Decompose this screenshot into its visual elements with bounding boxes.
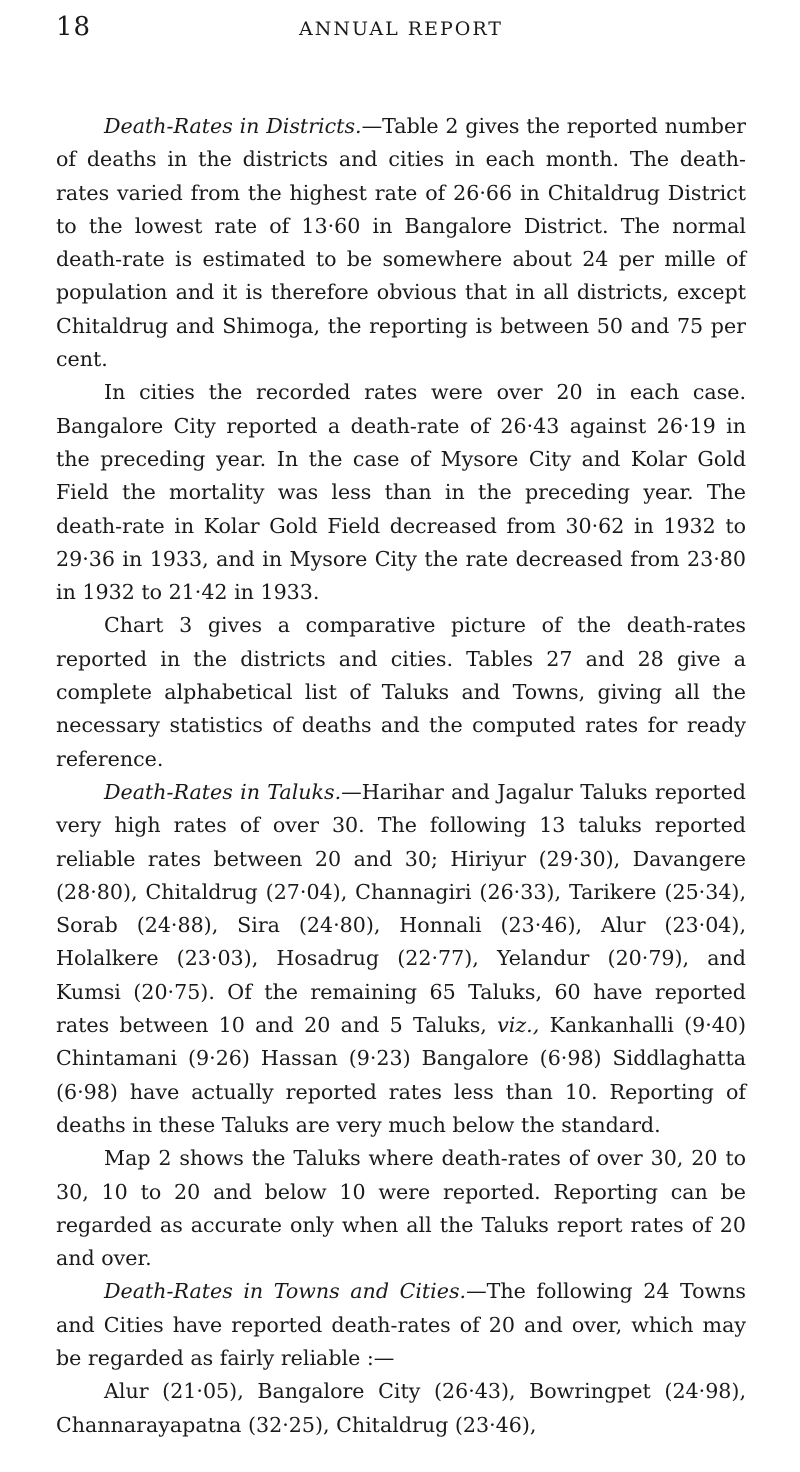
paragraph-town-list xyxy=(56,1375,746,1442)
section-heading-towns: Death-Rates in Towns and Cities. xyxy=(104,1279,467,1304)
page-number: 18 xyxy=(56,12,92,42)
paragraph-death-rates-taluks xyxy=(56,776,746,1142)
paragraph-text: Kankanhalli (9·40) Chintamani (9·26) Hassan (9·23) Bangalore (6·98) Siddlaghatta (6·98) have actually reported rates less than 10. Reporting of deaths in these Taluks are very much below the standard. xyxy=(56,1013,747,1137)
paragraph-death-rates-towns xyxy=(56,1275,746,1375)
paragraph-death-rates-districts xyxy=(56,110,746,376)
paragraph-text: —Harihar and Jagalur Taluks reported very high rates of over 30. The following 13 taluks reported reliable rates between 20 and 30; Hiriyur (29·30), Davangere (28·80), Chitaldrug (27·04), Channagiri (26·33), Tarikere (25·34), Sorab (24·88), Sira (24·80), Honnali (23·46), Alur (23·04), Holalkere (23·03), Hosadrug (22·77), Yelandur (20·79), and Kumsi (20·75). Of the remaining 65 Taluks, 60 have reported rates between 10 and 20 and 5 Taluks, xyxy=(56,779,746,1038)
section-heading-taluks: Death-Rates in Taluks. xyxy=(104,779,342,804)
paragraph-text: —The following 24 Towns and Cities have reported death-rates of 20 and over, which may be regarded as fairly reliable :— xyxy=(56,1279,746,1370)
paragraph-text: —Table 2 gives the reported number of deaths in the districts and cities in each month. The death-rates varied from the highest rate of 26·66 in Chitaldrug District to the lowest rate of 13·60 in Bangalore District. The normal death-rate is estimated to be somewhere about 24 per mille of population and it is therefore obvious that in all districts, except Chitaldrug and Shimoga, the reporting is between 50 and 75 per cent. xyxy=(56,114,747,372)
paragraph-text: In cities the recorded rates were over 20 in each case. Bangalore City reported a death-rate of 26·43 against 26·19 in the preceding year. In the case of Mysore City and Kolar Gold Field the mortality was less than in the preceding year. The death-rate in Kolar Gold Field decreased from 30·62 in 1932 to 29·36 in 1933, and in Mysore City the rate decreased from 23·80 in 1932 to 21·42 in 1933. xyxy=(56,380,746,605)
body-text xyxy=(56,110,746,1442)
paragraph-text: Chart 3 gives a comparative picture of the death-rates reported in the districts and cities. Tables 27 and 28 give a complete alphabetical list of Taluks and Towns, giving all the necessary statistics of deaths and the computed rates for ready reference. xyxy=(56,613,746,771)
paragraph-text: Map 2 shows the Taluks where death-rates of over 30, 20 to 30, 10 to 20 and below 10 were reported. Reporting can be regarded as accurate only when all the Taluks report rates of 20 and over. xyxy=(56,1146,746,1271)
paragraph-map-2 xyxy=(56,1142,746,1275)
paragraph-text: Alur (21·05), Bangalore City (26·43), Bowringpet (24·98), Channarayapatna (32·25), Chitaldrug (23·46), xyxy=(56,1379,746,1437)
running-head: ANNUAL REPORT xyxy=(299,18,503,40)
paragraph-cities xyxy=(56,376,746,609)
paragraph-chart-3 xyxy=(56,609,746,775)
page-header xyxy=(56,12,746,48)
viz-abbreviation: viz., xyxy=(497,1013,540,1038)
section-heading-districts: Death-Rates in Districts. xyxy=(104,114,362,138)
